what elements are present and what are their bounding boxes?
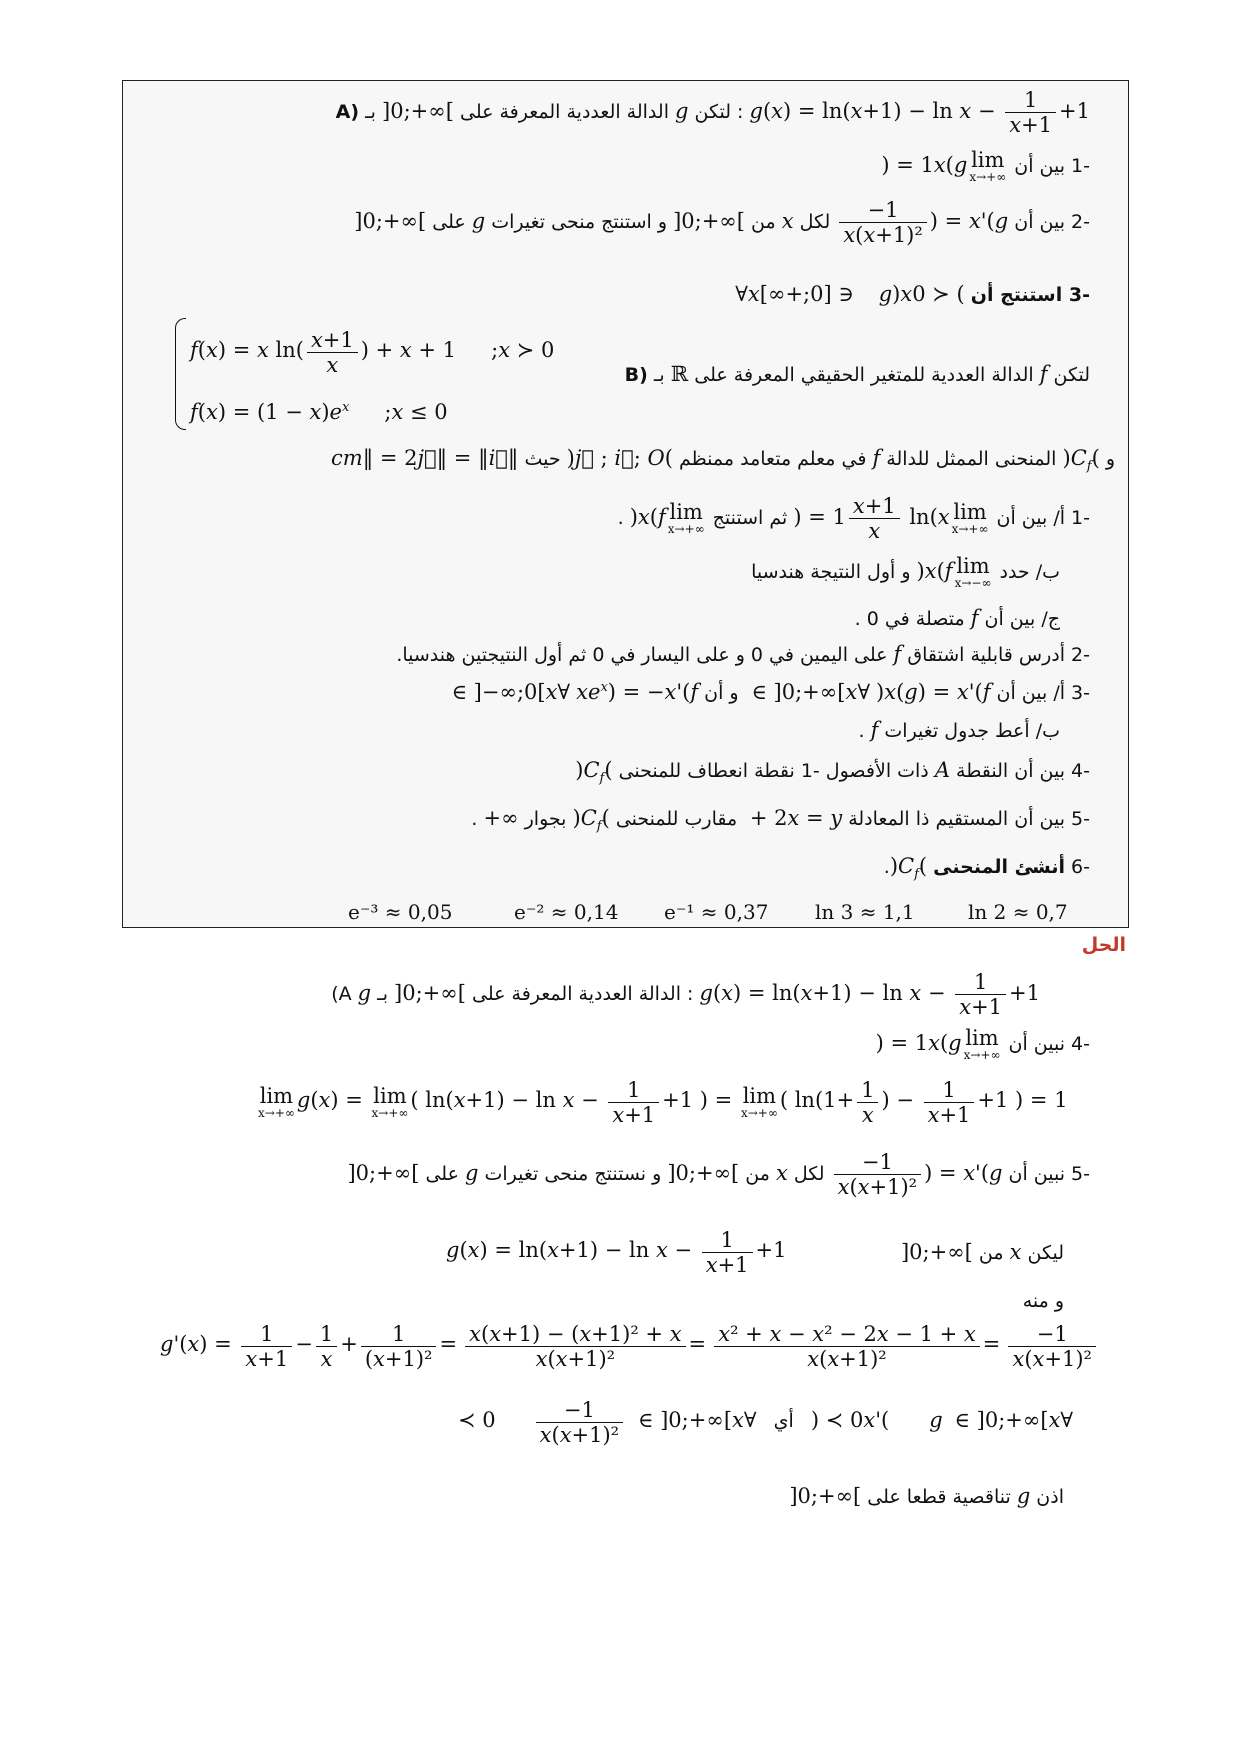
question-b2: -2 أدرس قابلية اشتقاق f على اليمين في 0 و على اليسار في 0 ثم أول النتيجتين هندسيا. <box>396 642 1090 666</box>
question-b6: -6 أنشئ المنحنى $(C_f)$. <box>883 854 1090 883</box>
piecewise-case-2: $f(x) = (1 - x)e^x$ ;x ≤ 0 <box>190 400 448 424</box>
question-b5: -5 بين أن المستقيم ذا المعادلة y = x + 2 مقارب للمنحنى $(C_f)$ بجوار +∞ . <box>471 806 1090 835</box>
question-a2: -2 بين أن g'(x) = $\frac{-1}{\text{x(x+1)²}}$ لكل x من ]0;+∞[ و استنتج منحى تغيرات g على ]0;+∞[ <box>354 198 1090 248</box>
question-a1: -1 بين أن lim x→+∞ g(x) = 1 <box>881 148 1090 184</box>
solution-let-x: ليكن x من ]0;+∞[ <box>900 1240 1064 1264</box>
part-a-label: A) <box>335 101 360 124</box>
piecewise-brace <box>175 318 186 430</box>
question-b1c: ج/ بين أن f متصلة في 0 . <box>854 606 1060 630</box>
constant-e-2: e⁻² ≈ 0,14 <box>514 900 619 924</box>
exercise-b-statement: B) لتكن f الدالة العددية للمتغير الحقيقي المعرفة على ℝ بـ <box>624 362 1090 386</box>
question-a3: -3 استنتج أن 0 ≻ (x)g [∞+;0] ∋ x∀ <box>735 282 1090 306</box>
solution-then: و منه <box>1022 1290 1064 1312</box>
constant-e-3: e⁻³ ≈ 0,05 <box>348 900 453 924</box>
part-b-label: B) <box>624 364 648 386</box>
question-b3a: -3 أ/ بين أن f'(x) = g(x) ∀x ∈ ]0;+∞[ و أن $f'(x) = -xe^x$ ∀x ∈ ]−∞;0[ <box>444 680 1090 704</box>
constant-e-1: e⁻¹ ≈ 0,37 <box>664 900 769 924</box>
solution-a-statement: (A g الدالة العددية المعرفة على ]0;+∞[ بـ : g(x) = ln(x+1) − ln x − $\frac{1}{x+1}$ +1 <box>331 970 1040 1020</box>
solution-g-formula: g(x) = ln(x+1) − ln x − $\frac{1}{x+1}$ +1 <box>446 1228 787 1278</box>
constant-ln2: ln 2 ≈ 0,7 <box>968 900 1068 924</box>
question-b3b: ب/ أعط جدول تغيرات f . <box>858 718 1060 742</box>
solution-heading: الحل <box>1081 934 1126 956</box>
solution-limit-calc: lim x→+∞ g(x) = lim x→+∞ ( ln(x+1) − ln x − $\frac{1}{x+1}$ +1 ) = lim x→+∞ ( ln(1+ $\frac{1}{x}$ ) − $\frac{1}{x+1}$ +1 ) = 1 <box>258 1078 1068 1128</box>
solution-derivative: g'(x) = $\frac{1}{x+1}$ − $\frac{1}{x}$ + $\frac{1}{\text{(x+1)²}}$ = $\frac{\text{x(x+1) − (x+1)² + x}}{\text{x(x+1)²}}$ = $\frac{\text{x² + x − x² − 2x − 1 + x}}{\text{x(x+1)²}}$ = $\frac{-1}{\text{x(x+1)²}}$ <box>160 1322 1099 1371</box>
solution-step-4: -4 نبين أن lim x→+∞ g(x) = 1 <box>875 1026 1090 1062</box>
curve-statement: و $(C_f)$ المنحنى الممثل للدالة f في معلم متعامد ممنظم (O; i⃗ ; j⃗) حيث ‖i⃗‖ = ‖j⃗‖ = 2cm <box>331 446 1115 475</box>
solution-step-5: -5 نبين أن g'(x) = $\frac{-1}{\text{x(x+1)²}}$ لكل x من ]0;+∞[ و نستنتج منحى تغيرات g على ]0;+∞[ <box>347 1150 1090 1200</box>
question-b1a: -1 أ/ بين أن lim x→+∞ x ln( $\frac{x+1}{x}$ ) = 1 ثم استنتج lim x→+∞ f(x) . <box>617 494 1090 544</box>
solution-conclusion: اذن g تناقصية قطعا على ]0;+∞[ <box>789 1484 1064 1508</box>
piecewise-case-1: f(x) = x ln( $\frac{x+1}{x}$ ) + x + 1 ;x ≻ 0 <box>190 328 555 378</box>
constant-ln3: ln 3 ≈ 1,1 <box>815 900 915 924</box>
solution-sign: ∀x ∈ ]0;+∞[ g'(x) ≺ 0 أي ∀x ∈ ]0;+∞[ $\frac{-1}{\text{x(x+1)²}}$ ≺ 0 <box>458 1398 1074 1448</box>
question-b4: -4 بين أن النقطة A ذات الأفصول -1 نقطة انعطاف للمنحنى $(C_f)$ <box>575 758 1090 787</box>
question-b1b: ب/ حدد lim x→−∞ f(x) و أول النتيجة هندسيا <box>751 554 1060 590</box>
exercise-a-statement: A) لتكن g الدالة العددية المعرفة على ]0;+∞[ بـ : g(x) = ln(x+1) − ln x − $\frac{1}{x+1}$ +1 <box>335 88 1090 138</box>
